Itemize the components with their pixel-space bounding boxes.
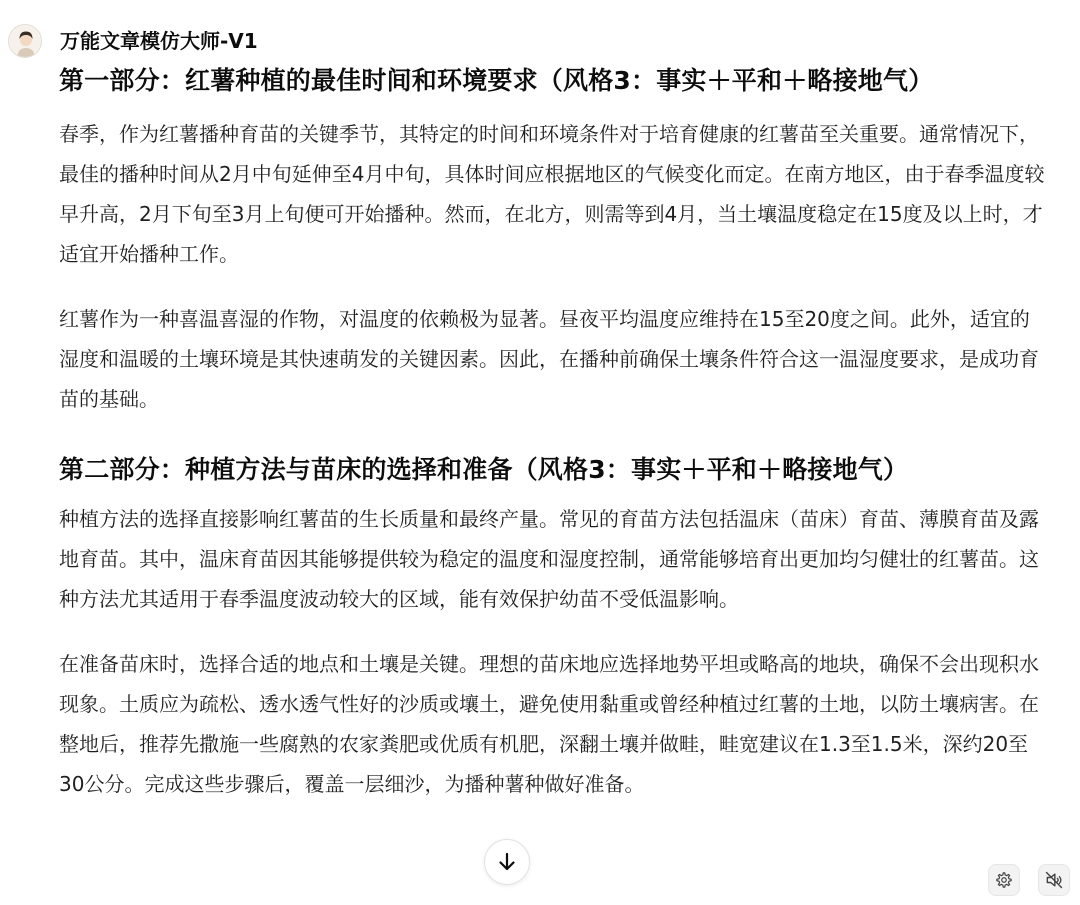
bot-name: 万能文章模仿大师-V1 [60, 29, 258, 53]
section-heading: 第二部分：种植方法与苗床的选择和准备（风格3：事实＋平和＋略接地气） [59, 455, 909, 484]
avatar-portrait-icon [9, 25, 42, 58]
gear-icon [995, 871, 1013, 889]
scroll-to-bottom-button[interactable] [484, 839, 530, 885]
mute-button[interactable] [1038, 864, 1070, 896]
paragraph: 在准备苗床时，选择合适的地点和土壤是关键。理想的苗床地应选择地势平坦或略高的地块，确保不会出现积水现象。土质应为疏松、透水透气性好的沙质或壤土，避免使用黏重或曾经种植过红薯的土地，以防土壤病害。在整地后，推荐先撒施一些腐熟的农家粪肥或优质有机肥，深翻土壤并做畦，畦宽建议在1.3至1.5米，深约20至30公分。完成这些步骤后，覆盖一层细沙，为播种薯种做好准备。 [59, 652, 1039, 796]
paragraph: 种植方法的选择直接影响红薯苗的生长质量和最终产量。常见的育苗方法包括温床（苗床）育苗、薄膜育苗及露地育苗。其中，温床育苗因其能够提供较为稳定的温度和湿度控制，通常能够培育出更加均匀健壮的红薯苗。这种方法尤其适用于春季温度波动较大的区域，能有效保护幼苗不受低温影响。 [59, 507, 1039, 611]
bot-avatar[interactable] [8, 24, 42, 58]
section-heading: 第一部分：红薯种植的最佳时间和环境要求（风格3：事实＋平和＋略接地气） [59, 66, 934, 95]
paragraph: 春季，作为红薯播种育苗的关键季节，其特定的时间和环境条件对于培育健康的红薯苗至关重要。通常情况下，最佳的播种时间从2月中旬延伸至4月中旬，具体时间应根据地区的气候变化而定。在南方地区，由于春季温度较早升高，2月下旬至3月上旬便可开始播种。然而，在北方，则需等到4月，当土壤温度稳定在15度及以上时，才适宜开始播种工作。 [59, 122, 1045, 266]
speaker-muted-icon [1044, 870, 1064, 890]
paragraph: 红薯作为一种喜温喜湿的作物，对温度的依赖极为显著。昼夜平均温度应维持在15至20度之间。此外，适宜的湿度和温暖的土壤环境是其快速萌发的关键因素。因此，在播种前确保土壤条件符合这一温湿度要求，是成功育苗的基础。 [59, 307, 1039, 411]
arrow-down-icon [496, 851, 518, 873]
message-content [59, 60, 1049, 804]
settings-button[interactable] [988, 864, 1020, 896]
